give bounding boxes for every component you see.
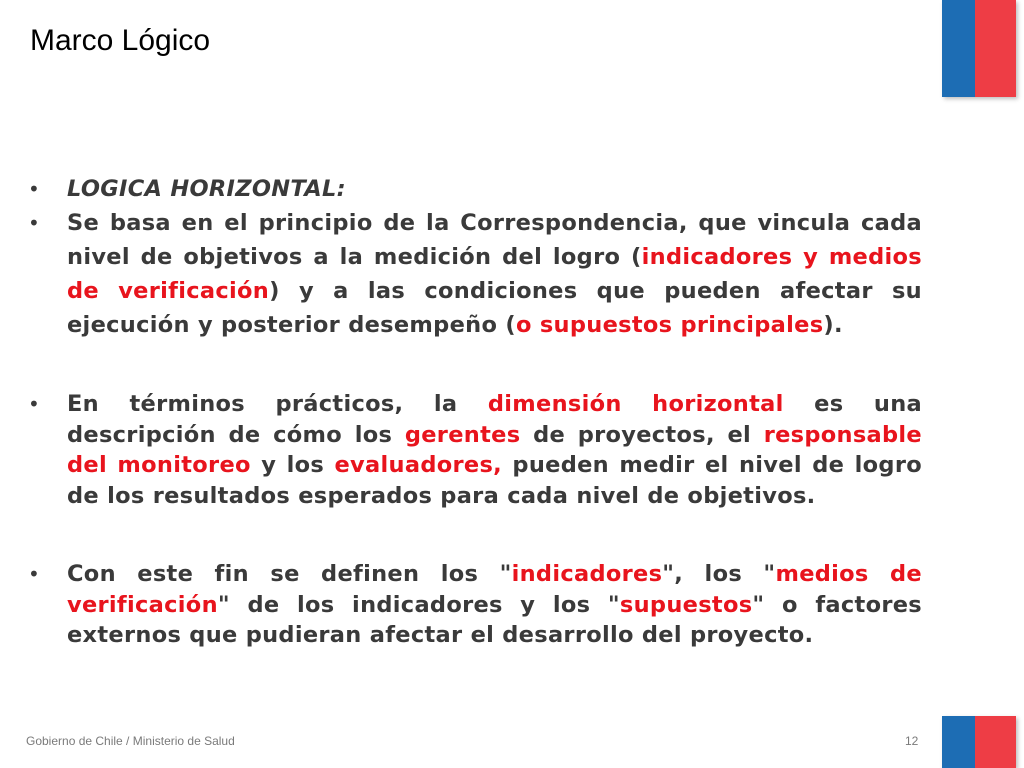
text-segment: ", los " [662, 561, 776, 587]
chile-flag-logo-top [942, 0, 1016, 97]
footer-text: Gobierno de Chile / Ministerio de Salud [26, 734, 235, 748]
text-segment: Se basa en el principio de la Correspondencia, que vincula cada nivel de objetivos a la medición del logro ( [67, 210, 922, 270]
highlighted-term: supuestos [619, 591, 753, 618]
bullet-item [28, 172, 922, 206]
highlighted-term: dimensión horizontal [487, 391, 784, 417]
text-segment: es una descripción de cómo los [67, 391, 922, 448]
text-segment: ) y a las condiciones que pueden afectar su ejecución y posterior desempeño ( [67, 278, 923, 338]
bullet-item [28, 559, 922, 651]
slide-body [28, 172, 922, 651]
text-segment: pueden medir el nivel de logro de los resultados esperados para cada nivel de objetivos. [67, 452, 922, 509]
highlighted-term: o supuestos principales [515, 312, 824, 338]
highlighted-term: medios de verificación [67, 561, 922, 618]
bullet-text [67, 391, 922, 509]
text-segment: ). [823, 312, 843, 338]
bullet-text [67, 561, 922, 648]
flag-red-band [975, 716, 1016, 768]
slide-title: Marco Lógico [30, 24, 211, 57]
highlighted-term: evaluadores, [334, 452, 502, 478]
bullet-icon: • [28, 177, 41, 201]
chile-flag-logo-bottom [942, 716, 1016, 768]
highlighted-term: responsable del monitoreo [67, 421, 922, 478]
flag-red-band [975, 0, 1016, 97]
bullet-item [28, 206, 922, 342]
highlighted-term: gerentes [404, 421, 521, 448]
bullet-icon: • [28, 211, 41, 235]
flag-blue-band [942, 716, 975, 768]
highlighted-term: indicadores y medios de verificación [67, 244, 922, 304]
bullet-icon: • [28, 392, 41, 416]
text-segment: " de los indicadores y los " [217, 591, 620, 618]
bullet-text [67, 210, 922, 338]
page-number: 12 [905, 734, 919, 748]
text-segment: " o factores externos que pudieran afectar el desarrollo del proyecto. [67, 591, 922, 648]
text-segment: de proyectos, el [520, 421, 764, 448]
text-segment: En términos prácticos, la [67, 391, 488, 417]
bullet-icon: • [28, 562, 41, 586]
flag-blue-band [942, 0, 975, 97]
bullet-item [28, 389, 922, 511]
text-segment: y los [250, 452, 335, 478]
text-segment: Con este fin se definen los " [67, 561, 512, 587]
bullet-text [67, 176, 346, 202]
highlighted-term: indicadores [511, 561, 663, 587]
text-segment: LOGICA HORIZONTAL: [67, 176, 346, 202]
